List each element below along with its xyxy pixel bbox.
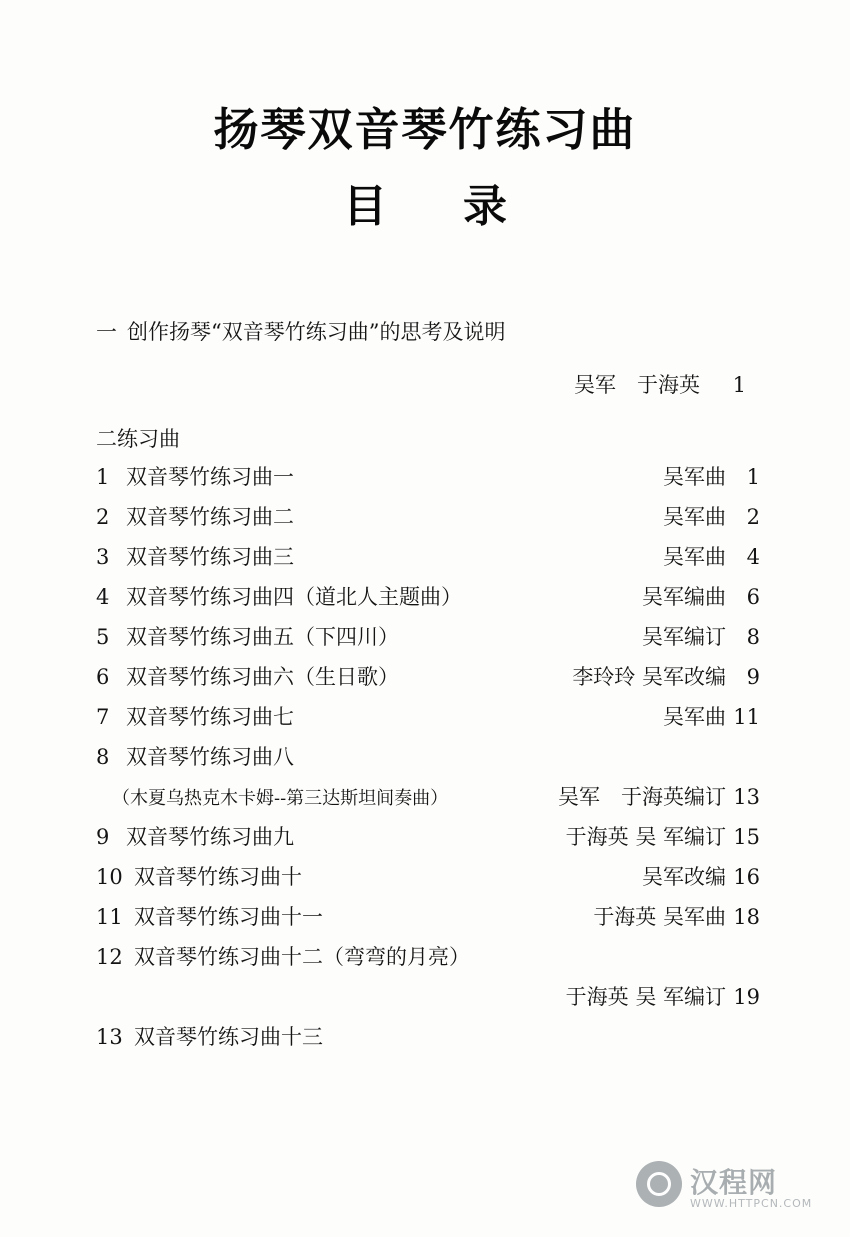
toc-entry-page: 1 (746, 465, 760, 489)
watermark-url: WWW.HTTPCN.COM (690, 1197, 813, 1210)
toc-entry-index: 6 (96, 665, 110, 689)
toc-entry (96, 547, 760, 568)
toc-entry-author: 于海英 吴军曲 (593, 905, 726, 929)
toc-entry-author: 吴军 于海英编订 (558, 785, 726, 809)
toc-entry-label: 双音琴竹练习曲六（生日歌） (126, 665, 399, 689)
toc-entry (96, 507, 760, 528)
toc-entry-author: 李玲玲 吴军改编 (572, 665, 726, 689)
toc-entry (96, 587, 760, 608)
toc-entry-page: 15 (733, 825, 760, 849)
toc-entry-label: 双音琴竹练习曲十三 (134, 1025, 323, 1049)
page-subtitle: 目 录 (343, 180, 523, 232)
toc-entry (96, 947, 760, 1008)
toc-entry-continuation-line (96, 987, 760, 1008)
toc-entry-label: 双音琴竹练习曲十 (134, 865, 302, 889)
toc-entry-index: 4 (96, 585, 110, 609)
toc-entry (96, 707, 760, 728)
toc-entry-page: 9 (746, 665, 760, 689)
toc-section-1-byline (96, 369, 760, 399)
toc-entry-label: 双音琴竹练习曲十一 (134, 905, 323, 929)
toc-entry-author: 吴军曲 (663, 505, 726, 529)
toc-entry-label: 双音琴竹练习曲三 (126, 545, 294, 569)
toc-section-2-number: 二 (96, 427, 117, 451)
toc-entry (96, 627, 760, 648)
toc-entry-index: 13 (96, 1025, 123, 1049)
toc-entry-author: 吴军曲 (663, 705, 726, 729)
toc-entry-label: 双音琴竹练习曲一 (126, 465, 294, 489)
toc-entry-page: 6 (746, 585, 760, 609)
toc-entry-page: 13 (733, 785, 760, 809)
toc-entry-label: 双音琴竹练习曲八 (126, 745, 294, 769)
toc-entry-page: 4 (746, 545, 760, 569)
toc-entry-main-line (96, 747, 760, 768)
toc-entry-index: 9 (96, 825, 110, 849)
toc-section-2 (96, 423, 760, 453)
toc-entry-index: 12 (96, 945, 123, 969)
toc-entry-index: 3 (96, 545, 110, 569)
globe-icon (636, 1161, 682, 1207)
toc-section-1 (96, 322, 760, 343)
toc-entry-author: 吴军改编 (642, 865, 726, 889)
toc-entry (96, 747, 760, 808)
toc-entry-author: 吴军编曲 (642, 585, 726, 609)
table-of-contents (96, 322, 760, 1067)
toc-entry (96, 867, 760, 888)
toc-entry-label: 双音琴竹练习曲二 (126, 505, 294, 529)
toc-entry-page: 19 (733, 985, 760, 1009)
toc-entry-index: 8 (96, 745, 110, 769)
toc-entry-label: 双音琴竹练习曲十二（弯弯的月亮） (134, 945, 470, 969)
toc-entry-index: 7 (96, 705, 110, 729)
toc-section-2-label: 练习曲 (117, 427, 180, 451)
toc-entry-main-line (96, 947, 760, 968)
toc-entry-page: 18 (733, 905, 760, 929)
toc-entry-page: 11 (733, 705, 760, 729)
toc-section-1-authors: 吴军 于海英 (574, 373, 700, 397)
toc-entry-author: 于海英 吴 军编订 (565, 985, 726, 1009)
toc-entry-label: 双音琴竹练习曲九 (126, 825, 294, 849)
toc-section-1-label: 创作扬琴“双音琴竹练习曲”的思考及说明 (127, 320, 506, 344)
toc-entry-label: 双音琴竹练习曲四（道北人主题曲） (126, 585, 462, 609)
toc-entry-index: 10 (96, 865, 123, 889)
toc-section-1-number: 一 (96, 320, 117, 344)
toc-entry-index: 1 (96, 465, 110, 489)
watermark-brand: 汉程网 (690, 1166, 778, 1199)
toc-entry-label: 双音琴竹练习曲五（下四川） (126, 625, 399, 649)
toc-entry (96, 467, 760, 488)
toc-entry-subtitle: （木夏乌热克木卡姆--第三达斯坦间奏曲） (112, 788, 449, 809)
toc-entry (96, 667, 760, 688)
watermark (636, 1159, 826, 1223)
toc-entry-index: 2 (96, 505, 110, 529)
toc-entry-index: 11 (96, 905, 123, 929)
toc-entry-author: 吴军曲 (663, 545, 726, 569)
page-title: 扬琴双音琴竹练习曲 (213, 103, 637, 156)
toc-entry-page: 8 (746, 625, 760, 649)
toc-entry-index: 5 (96, 625, 110, 649)
toc-entry (96, 827, 760, 848)
toc-entry (96, 1027, 760, 1048)
toc-entry (96, 907, 760, 928)
toc-section-1-page: 1 (732, 373, 746, 397)
toc-entry-continuation-line (96, 787, 760, 808)
toc-entry-author: 于海英 吴 军编订 (565, 825, 726, 849)
toc-entry-page: 2 (746, 505, 760, 529)
toc-entry-author: 吴军编订 (642, 625, 726, 649)
toc-entry-author: 吴军曲 (663, 465, 726, 489)
toc-entry-page: 16 (733, 865, 760, 889)
toc-entry-label: 双音琴竹练习曲七 (126, 705, 294, 729)
